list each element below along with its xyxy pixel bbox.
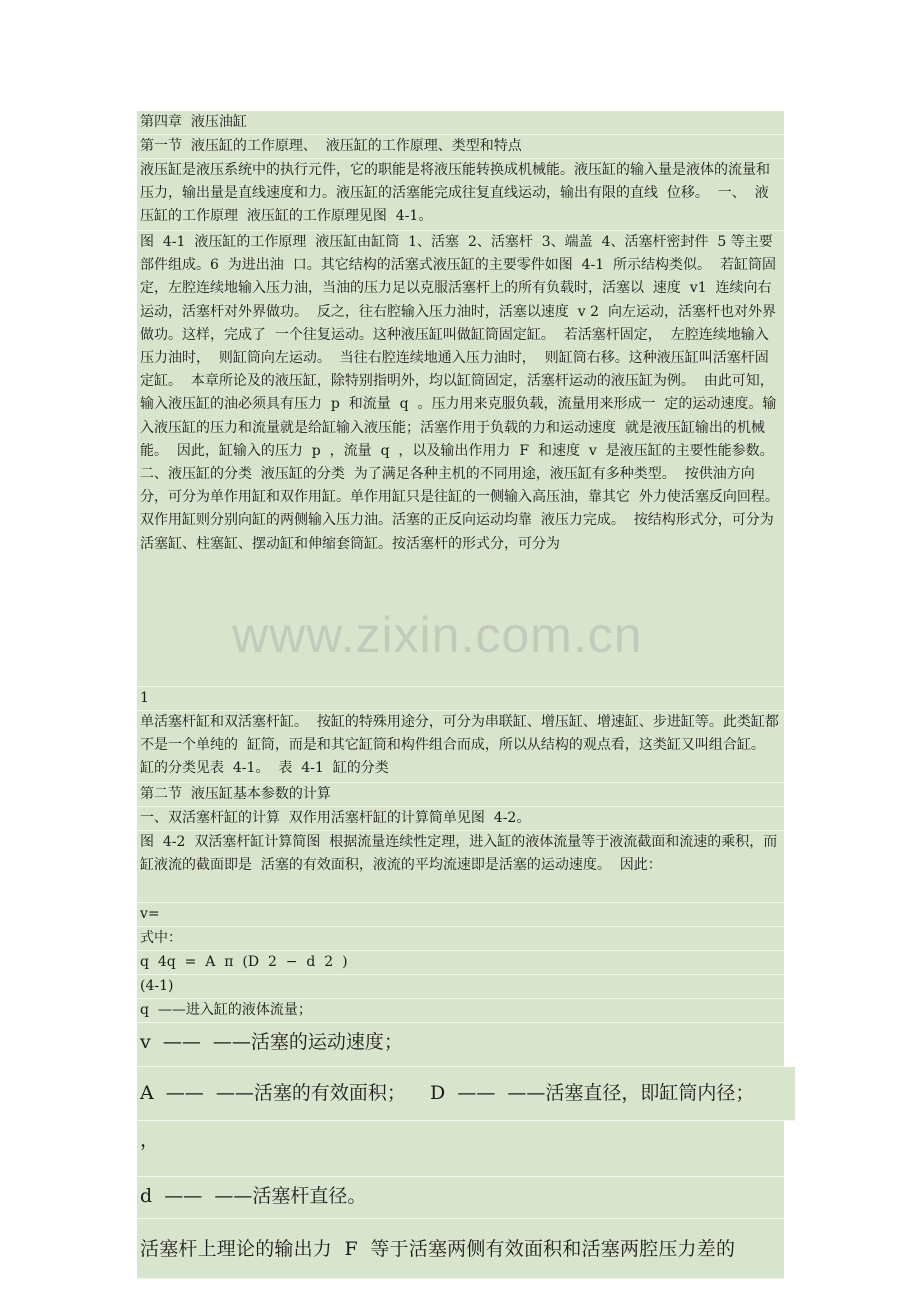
paragraph: 活塞杆上理论的输出力 F 等于活塞两侧有效面积和活塞两腔压力差的 (137, 1219, 784, 1279)
document-body (137, 111, 784, 1279)
variable-definition: A —— ——活塞的有效面积； D —— ——活塞直径，即缸筒内径； (137, 1067, 795, 1121)
punctuation-line: ， (137, 1121, 784, 1177)
section-heading: 第二节 液压缸基本参数的计算 (137, 783, 784, 807)
section-heading: 第一节 液压缸的工作原理、 液压缸的工作原理、类型和特点 (137, 135, 784, 159)
chapter-title: 第四章 液压油缸 (137, 111, 784, 135)
paragraph: 图 4-1 液压缸的工作原理 液压缸由缸筒 1、活塞 2、活塞杆 3、端盖 4、活塞杆密封件 5 等主要部件组成。6 为进出油 口。其它结构的活塞式液压缸的主要零件如图 4-1 所示结构类似。 若缸筒固定，左腔连续地输入压力油，当油的压力足以克服活塞杆上的所有负载时，活塞以 速度 v1 连续向右运动，活塞杆对外界做功。 反之，往右腔输入压力油时，活塞以速度 v 2 向左运动，活塞杆也对外界做功。这样，完成了 一个往复运动。这种液压缸叫做缸筒固定缸。 若活塞杆固定， 左腔连续地输入压力油时， 则缸筒向左运动。 当往右腔连续地通入压力油时， 则缸筒右移。这种液压缸叫活塞杆固定缸。 本章所论及的液压缸，除特别指明外，均以缸筒固定，活塞杆运动的液压缸为例。 由此可知，输入液压缸的油必须具有压力 p 和流量 q 。压力用来克服负载，流量用来形成一 定的运动速度。输入液压缸的压力和流量就是给缸输入液压能；活塞作用于负载的力和运动速度 就是液压缸输出的机械能。 因此，缸输入的压力 p ，流量 q ，以及输出作用力 F 和速度 v 是液压缸的主要性能参数。 二、液压缸的分类 液压缸的分类 为了满足各种主机的不同用途，液压缸有多种类型。 按供油方向分，可分为单作用缸和双作用缸。单作用缸只是往缸的一侧输入高压油，靠其它 外力使活塞反向回程。双作用缸则分别向缸的两侧输入压力油。活塞的正反向运动均靠 液压力完成。 按结构形式分，可分为活塞缸、柱塞缸、摆动缸和伸缩套筒缸。按活塞杆的形式分，可分为 (137, 231, 784, 687)
variable-definition: q ——进入缸的液体流量； (137, 999, 784, 1023)
variable-definition: d —— ——活塞杆直径。 (137, 1177, 784, 1219)
formula: q 4q = A π (D 2 − d 2 ) (137, 951, 784, 975)
watermark: www.zixin.com.cn (232, 607, 643, 663)
variable-definition: v —— ——活塞的运动速度； (137, 1023, 784, 1067)
subsection-heading: 一、双活塞杆缸的计算 双作用活塞杆缸的计算简单见图 4-2。 (137, 807, 784, 831)
page-number-text: 1 (137, 687, 784, 711)
formula-fragment: v= (137, 903, 784, 927)
paragraph: 图 4-2 双活塞杆缸计算简图 根据流量连续性定理，进入缸的液体流量等于液流截面和流速的乘积，而缸液流的截面即是 活塞的有效面积，液流的平均流速即是活塞的运动速度。 因此： (137, 831, 784, 903)
formula-where-label: 式中： (137, 927, 784, 951)
equation-number: (4-1) (137, 975, 784, 999)
paragraph: 单活塞杆缸和双活塞杆缸。 按缸的特殊用途分，可分为串联缸、增压缸、增速缸、步进缸等。此类缸都不是一个单纯的 缸筒，而是和其它缸筒和构件组合而成，所以从结构的观点看，这类缸又叫组合缸。 缸的分类见表 4-1。 表 4-1 缸的分类 (137, 711, 784, 783)
paragraph: 液压缸是液压系统中的执行元件，它的职能是将液压能转换成机械能。液压缸的输入量是液体的流量和压力，输出量是直线速度和力。液压缸的活塞能完成往复直线运动，输出有限的直线 位移。 一、 液压缸的工作原理 液压缸的工作原理见图 4-1。 (137, 159, 784, 231)
